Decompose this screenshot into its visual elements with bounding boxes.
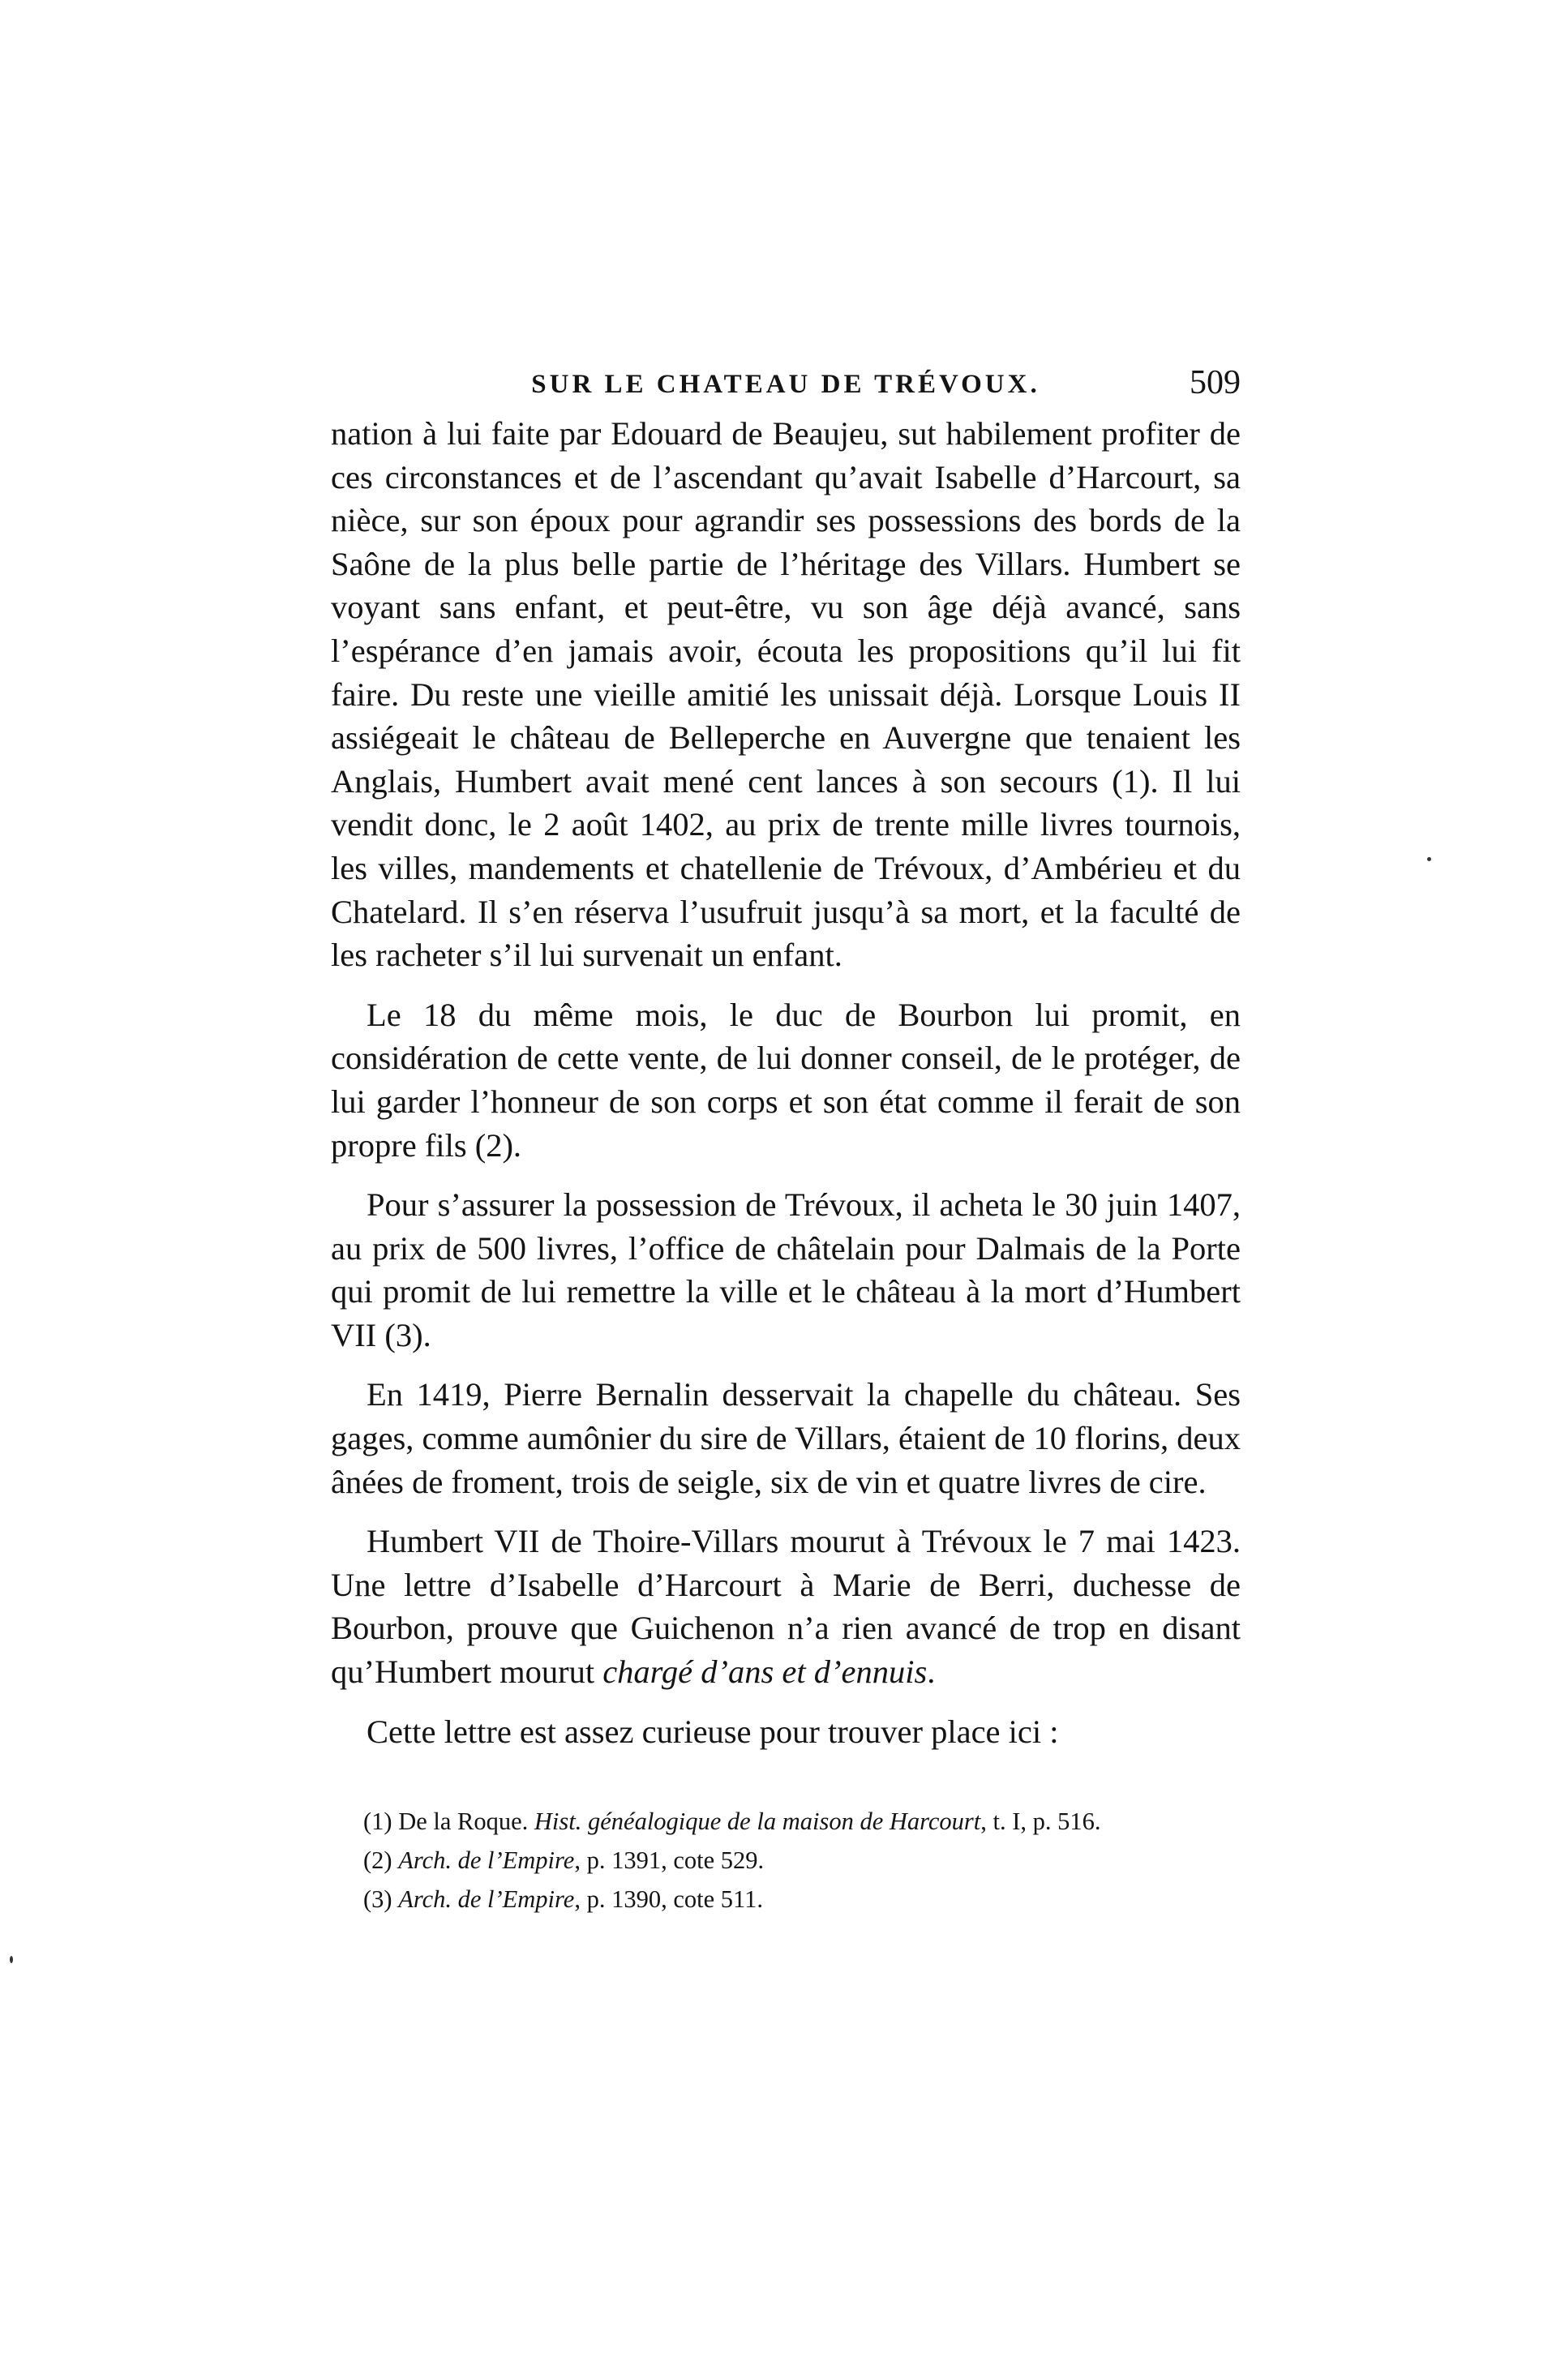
text-run: . bbox=[927, 1653, 936, 1691]
footnotes bbox=[363, 1802, 1241, 1919]
text-run: , p. 1391, cote 529. bbox=[574, 1846, 765, 1874]
running-head bbox=[331, 363, 1241, 409]
text-run: , t. I, p. 516. bbox=[980, 1808, 1101, 1835]
page-number: 509 bbox=[1190, 364, 1241, 401]
text-run: Humbert VII de Thoire-Villars mourut à Trévoux le 7 mai 1423. Une lettre d’Isabelle d’Harcourt à Marie de Berri, duchesse de Bourbon, prouve que Guichenon n’a rien avancé de trop en disant qu’Humbert mourut bbox=[331, 1523, 1241, 1691]
body-text bbox=[331, 412, 1241, 1769]
text-run: nation à lui faite par Edouard de Beaujeu, sut habilement profiter de ces circonstances et de l’ascendant qu’avait Isabelle d’Harcourt, sa nièce, sur son époux pour agrandir ses possessions des bords de la Saône de la plus belle partie de l’héritage des Villars. Humbert se voyant sans enfant, et peut-être, vu son âge déjà avancé, sans l’espérance d’en jamais avoir, écouta les propositions qu’il lui fit faire. Du reste une vieille amitié les unissait déjà. Lorsque Louis II assiégeait le château de Belleperche en Auvergne que tenaient les Anglais, Humbert avait mené cent lances à son secours (1). Il lui vendit donc, le 2 août 1402, au prix de trente mille livres tournois, les villes, mandements et chatellenie de Trévoux, d’Ambérieu et du Chatelard. Il s’en réserva l’usufruit jusqu’à sa mort, et la faculté de les racheter s’il lui survenait un enfant. bbox=[331, 415, 1241, 974]
italic-text: Arch. de l’Empire bbox=[398, 1885, 575, 1913]
italic-text: Arch. de l’Empire bbox=[398, 1846, 575, 1874]
footnote bbox=[363, 1880, 1241, 1919]
paragraph bbox=[331, 993, 1241, 1167]
paragraph bbox=[331, 1520, 1241, 1693]
paragraph bbox=[331, 412, 1241, 977]
text-run: Cette lettre est assez curieuse pour trouver place ici : bbox=[367, 1713, 1059, 1750]
paragraph bbox=[331, 1373, 1241, 1503]
paragraph bbox=[331, 1183, 1241, 1357]
footnote bbox=[363, 1802, 1241, 1841]
italic-text: Hist. généalogique de la maison de Harcourt bbox=[534, 1808, 981, 1835]
text-run: Pour s’assurer la possession de Trévoux, il acheta le 30 juin 1407, au prix de 500 livres, l’office de châtelain pour Dalmais de la Porte qui promit de lui remettre la ville et le château à la mort d’Humbert VII (3). bbox=[331, 1186, 1241, 1353]
scan-speck bbox=[1427, 857, 1431, 861]
text-run: (2) bbox=[363, 1846, 399, 1874]
footnote bbox=[363, 1841, 1241, 1880]
text-run: En 1419, Pierre Bernalin desservait la chapelle du château. Ses gages, comme aumônier du sire de Villars, étaient de 10 florins, deux ânées de froment, trois de seigle, six de vin et quatre livres de cire. bbox=[331, 1376, 1241, 1500]
text-run: (1) De la Roque. bbox=[363, 1808, 534, 1835]
paragraph bbox=[331, 1710, 1241, 1754]
text-run: , p. 1390, cote 511. bbox=[574, 1885, 763, 1913]
scan-speck bbox=[10, 1956, 13, 1963]
text-run: Le 18 du même mois, le duc de Bourbon lui promit, en considération de cette vente, de lui donner conseil, de le protéger, de lui garder l’honneur de son corps et son état comme il ferait de son propre fils (2). bbox=[331, 996, 1241, 1164]
text-run: (3) bbox=[363, 1885, 399, 1913]
italic-text: chargé d’ans et d’ennuis bbox=[602, 1653, 928, 1691]
running-title: SUR LE CHATEAU DE TRÉVOUX. bbox=[531, 370, 1040, 399]
